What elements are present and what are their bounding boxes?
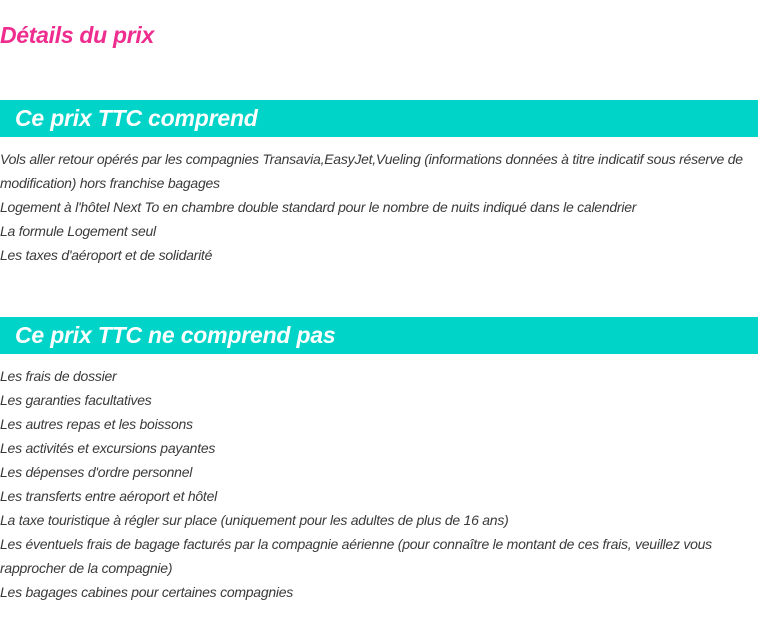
excludes-item-personal: Les dépenses d'ordre personnel — [0, 464, 193, 480]
excludes-list — [0, 364, 752, 604]
excludes-item-baggage-fees: Les éventuels frais de bagage facturés par la compagnie aérienne (pour connaître le montant de ces frais, veuillez vous rapprocher de la compagnie) — [0, 536, 712, 576]
excludes-section-header: Ce prix TTC ne comprend pas — [0, 317, 758, 354]
includes-section-header: Ce prix TTC comprend — [0, 100, 758, 137]
excludes-item-insurance: Les garanties facultatives — [0, 392, 152, 408]
includes-item-taxes: Les taxes d'aéroport et de solidarité — [0, 247, 213, 263]
excludes-item-cabin-bags: Les bagages cabines pour certaines compagnies — [0, 584, 294, 600]
excludes-item-meals: Les autres repas et les boissons — [0, 416, 193, 432]
includes-list — [0, 147, 752, 267]
excludes-item-activities: Les activités et excursions payantes — [0, 440, 216, 456]
excludes-item-fees: Les frais de dossier — [0, 368, 117, 384]
page-title: Détails du prix — [0, 22, 154, 48]
excludes-item-transfers: Les transferts entre aéroport et hôtel — [0, 488, 217, 504]
excludes-item-tourist-tax: La taxe touristique à régler sur place (uniquement pour les adultes de plus de 16 ans) — [0, 512, 509, 528]
includes-item-hotel: Logement à l'hôtel Next To en chambre double standard pour le nombre de nuits indiqué dans le calendrier — [0, 199, 637, 215]
includes-item-formula: La formule Logement seul — [0, 223, 156, 239]
includes-item-flights: Vols aller retour opérés par les compagnies Transavia,EasyJet,Vueling (informations données à titre indicatif sous réserve de modification) hors franchise bagages — [0, 151, 743, 191]
